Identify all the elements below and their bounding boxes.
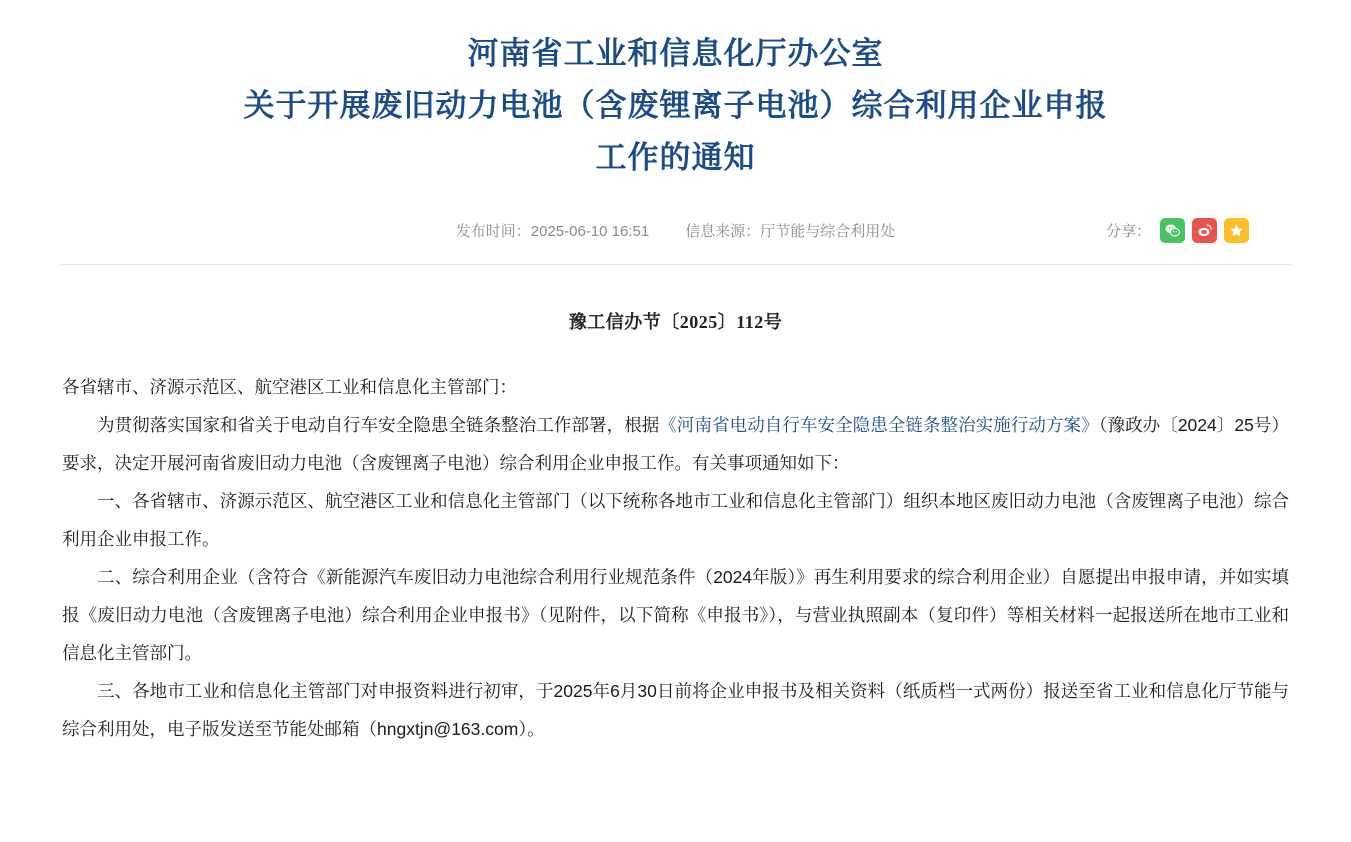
paragraph-three: 三、各地市工业和信息化主管部门对申报资料进行初审，于2025年6月30日前将企业申报书及相关资料（纸质档一式两份）报送至省工业和信息化厅节能与综合利用处，电子版发送至节能处邮箱（hngxtjn@163.com）。: [62, 681, 1289, 739]
article-body: [62, 368, 1289, 748]
paragraph-two: 二、综合利用企业（含符合《新能源汽车废旧动力电池综合利用行业规范条件（2024年版）》再生利用要求的综合利用企业）自愿提出申报申请，并如实填报《废旧动力电池（含废锂离子电池）综合利用企业申报书》（见附件，以下简称《申报书》），与营业执照副本（复印件）等相关材料一起报送所在地市工业和信息化主管部门。: [62, 567, 1289, 663]
article-meta: [0, 214, 1351, 246]
header-divider: [60, 264, 1291, 265]
paragraph-one: 一、各省辖市、济源示范区、航空港区工业和信息化主管部门（以下统称各地市工业和信息化主管部门）组织本地区废旧动力电池（含废锂离子电池）综合利用企业申报工作。: [62, 491, 1289, 549]
policy-document-link[interactable]: 《河南省电动自行车安全隐患全链条整治实施行动方案》: [659, 415, 1099, 435]
page-title: [0, 0, 1351, 184]
publish-time-value: 2025-06-10 16:51: [530, 222, 650, 240]
weibo-share-icon[interactable]: [1192, 218, 1217, 243]
share-box: [1106, 214, 1256, 246]
intro-text-before-link: 为贯彻落实国家和省关于电动自行车安全隐患全链条整治工作部署，根据: [97, 415, 660, 435]
title-line-1: 河南省工业和信息化厅办公室: [467, 36, 884, 71]
title-line-2: 关于开展废旧动力电池（含废锂离子电池）综合利用企业申报: [243, 88, 1108, 123]
qzone-share-icon[interactable]: [1224, 218, 1249, 243]
source-info: [685, 220, 895, 241]
salutation: 各省辖市、济源示范区、航空港区工业和信息化主管部门：: [62, 377, 517, 397]
publish-time: [456, 220, 649, 241]
document-number: 豫工信办节〔2025〕112号: [568, 312, 783, 332]
source-value: 厅节能与综合利用处: [760, 222, 896, 240]
paragraph-intro: [62, 406, 1289, 482]
wechat-share-icon[interactable]: [1160, 218, 1185, 243]
title-line-3: 工作的通知: [595, 140, 756, 175]
intro-text-after-link: （豫政办〔2024〕25号）要求，决定开展河南省废旧动力电池（含废锂离子电池）综合利用企业申报工作。有关事项通知如下：: [62, 415, 1290, 473]
share-label: 分享：: [1105, 222, 1151, 240]
publish-time-label: 发布时间：: [455, 222, 531, 240]
source-label: 信息来源：: [685, 222, 761, 240]
